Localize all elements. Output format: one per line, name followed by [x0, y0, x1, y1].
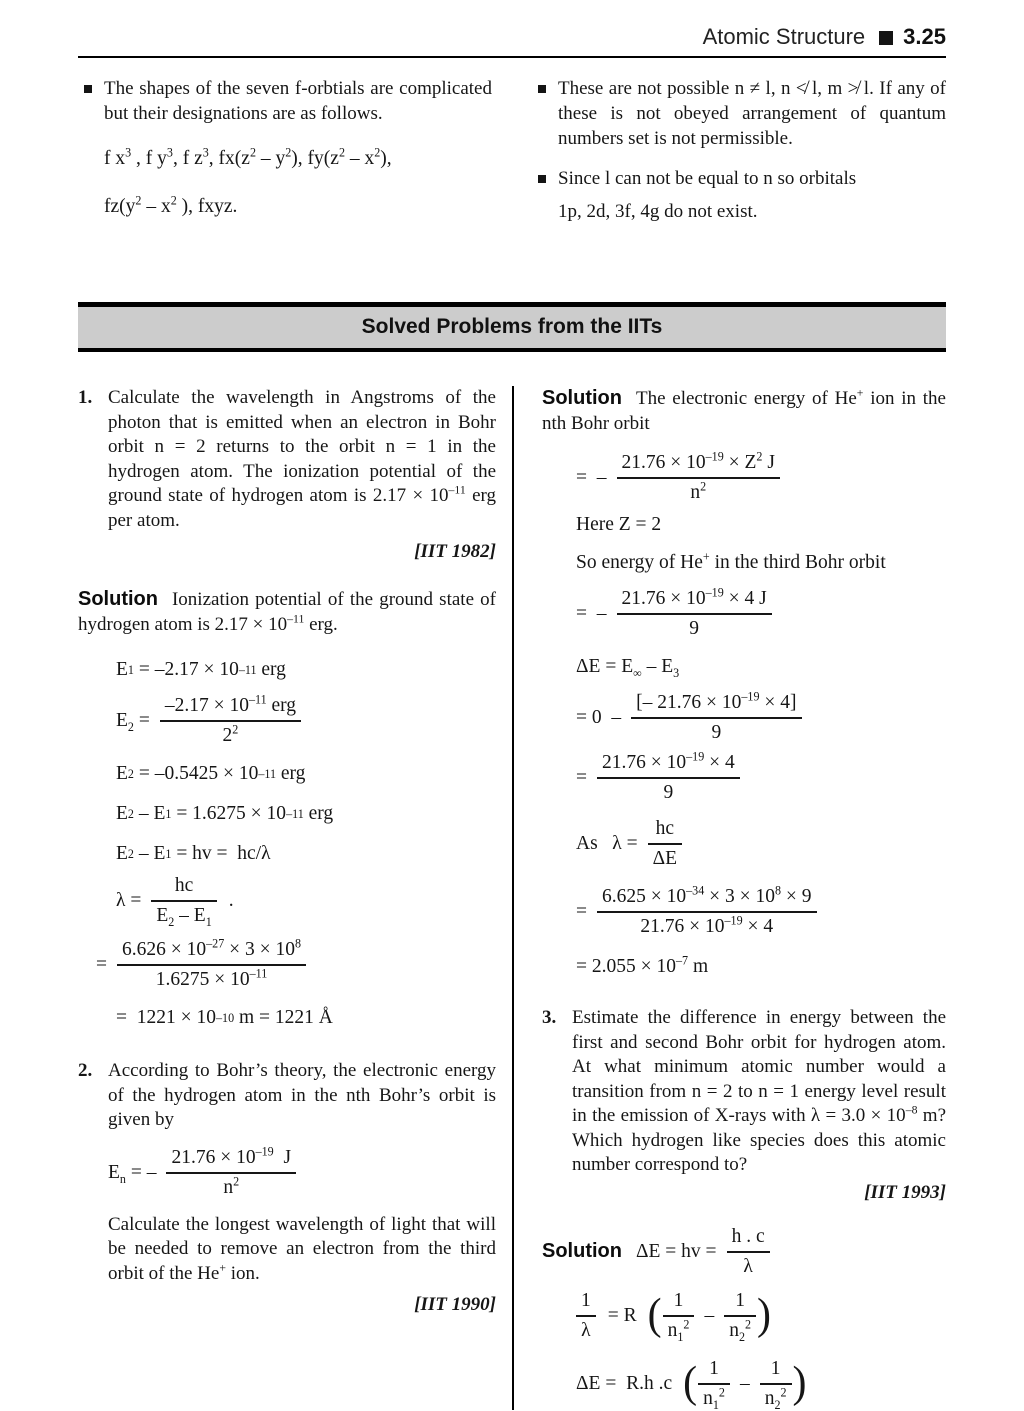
list-item	[532, 166, 946, 224]
problem-2	[78, 1059, 496, 1133]
section-banner	[78, 302, 946, 352]
banner-title: Solved Problems from the IITs	[361, 315, 663, 338]
problem-1	[78, 386, 496, 533]
problem-text: According to Bohr’s theory, the electronic energy of the hydrogen atom in the nth Bohr’s orbit is given by	[108, 1060, 496, 1130]
problem-number: 2.	[78, 1060, 93, 1081]
bullet-square-icon	[84, 85, 92, 93]
solution-line: So energy of He+ in the third Bohr orbit	[576, 549, 886, 573]
equation: = 0 – $\frac{[- 21.76 \times 10^{-19} \times 4]}{9}$	[576, 692, 946, 744]
fraction: $\frac{hc}{\Delta E}$	[648, 818, 682, 870]
bullet-square-icon	[538, 175, 546, 183]
left-column	[78, 386, 512, 1410]
solution-3: Solution ΔE = hv = $\frac{h . c}{\lambda}$	[542, 1226, 946, 1278]
orbital-formula-line: $fz(y^2 - x^2$ ), fxyz.	[104, 193, 238, 217]
bullet-square-icon	[538, 85, 546, 93]
solution-line: Here Z = 2	[576, 514, 662, 535]
solution-heading: Solution	[78, 588, 158, 610]
open-paren: (	[683, 1358, 698, 1407]
problem-number: 1.	[78, 387, 93, 408]
page-number: 3.25	[903, 24, 946, 49]
citation: [IIT 1990]	[414, 1294, 496, 1315]
open-paren: (	[647, 1290, 662, 1339]
equation: ΔE = R.h .c ( $\frac{1}{n_1^2}$ – $\frac{1}{n_2^2}$ )	[576, 1357, 807, 1411]
solution-intro: The electronic energy of He+ ion in the nth Bohr orbit	[542, 386, 946, 434]
problem-text: Calculate the wavelength in Angstroms of the photon that is emitted when an electron in Bohr orbit n = 2 returns to the orbit n = 1 in the hydrogen atom. The ionization potential of the ground state of hydrogen atom is $2.17 \times 10^{-11}$ erg per atom.	[108, 387, 496, 531]
square-marker-icon	[879, 31, 893, 45]
solution-2	[542, 386, 946, 436]
equation: = $\frac{6.626 \times 10^{-27} \times 3 \times 10^8}{1.6275 \times 10^{-11}}$	[96, 939, 496, 991]
problem-3	[542, 1006, 946, 1178]
page-header	[78, 24, 946, 56]
fraction: $\frac{21.76 \times 10^{-19} \times 4 J}{9}$	[617, 588, 772, 640]
equation: As λ = $\frac{hc}{\Delta E}$	[576, 818, 946, 870]
notes-left-column	[78, 76, 492, 224]
equation: λ = $\frac{hc}{E_2 - E_1}$ .	[116, 875, 234, 929]
solution-intro: Ionization potential of the ground state of hydrogen atom is $2.17 \times 10^{-11}$ erg.	[78, 589, 496, 635]
solved-problems-columns	[78, 386, 946, 1410]
fraction: $\frac{6.626 \times 10^{-27} \times 3 \times 10^8}{1.6275 \times 10^{-11}}$	[117, 939, 306, 991]
fraction: $\frac{21.76 \times 10^{-19} \times Z^2 J}{n^2}$	[617, 452, 780, 504]
equation: $E_2$ = $\frac{-2.17 \times 10^{-11} erg}{2^2}$	[116, 695, 496, 747]
equation: = $\frac{21.76 \times 10^{-19} \times 4}{9}$	[576, 752, 946, 804]
fraction: $\frac{1}{n_1^2}$	[698, 1358, 730, 1410]
notes-section	[78, 76, 946, 224]
equation: $\frac{1}{\lambda}$ = R ( $\frac{1}{n_1^2}$ – $\frac{1}{n_2^2}$ )	[576, 1290, 946, 1342]
citation: [IIT 1982]	[414, 541, 496, 562]
note-line: Since l can not be equal to n so orbitals	[558, 168, 857, 189]
right-column	[512, 386, 946, 1410]
fraction: $\frac{h . c}{\lambda}$	[727, 1226, 770, 1278]
equation: E 2 – E 1 = 1.6275 × 10 –11 erg	[116, 803, 334, 824]
list-item	[78, 76, 492, 126]
fraction: $\frac{1}{n_2^2}$	[724, 1290, 756, 1342]
equation: = – $\frac{21.76 \times 10^{-19} \times Z^2 J}{n^2}$	[576, 452, 946, 504]
fraction: $\frac{21.76 \times 10^{-19} J}{n^2}$	[166, 1147, 296, 1199]
solution-heading: Solution	[542, 1240, 622, 1262]
equation: = $\frac{6.625 \times 10^{-34} \times 3 \times 10^8 \times 9}{21.76 \times 10^{-19} \times 4}$	[576, 886, 946, 938]
citation: [IIT 1993]	[864, 1181, 946, 1203]
header-rule	[78, 56, 946, 58]
list-item	[532, 76, 946, 151]
fraction: $\frac{6.625 \times 10^{-34} \times 3 \times 10^8 \times 9}{21.76 \times 10^{-19} \times 4}$	[597, 886, 817, 938]
fraction: $\frac{1}{\lambda}$	[576, 1290, 596, 1342]
fraction: $\frac{1}{n_1^2}$	[663, 1290, 695, 1342]
note-text	[558, 166, 856, 224]
solution-heading: Solution	[542, 387, 622, 409]
solution-line: $\Delta E = E_\infty - E_3$	[576, 656, 680, 680]
close-paren: )	[757, 1290, 772, 1339]
fraction: $\frac{[- 21.76 \times 10^{-19} \times 4]}{9}$	[631, 692, 801, 744]
close-paren: )	[792, 1358, 807, 1407]
orbital-formula-line: f $x^3$ , f $y^3$, f $z^3$, $fx(z^2 - y^2)$, $fy(z^2 - x^2)$,	[104, 145, 392, 169]
solution-1	[78, 587, 496, 637]
note-text: The shapes of the seven f-orbtials are complicated but their designations are as follows.	[104, 78, 492, 124]
equation: E 1 = –2.17 × 10 –11 erg	[116, 659, 286, 680]
notes-right-column	[532, 76, 946, 224]
solution-line: = $2.055 \times 10^{-7}$ m	[576, 953, 709, 977]
fraction: $\frac{hc}{E_2 - E_1}$	[151, 875, 216, 927]
equation: $E_n$ = – $\frac{21.76 \times 10^{-19} J}{n^2}$	[108, 1147, 496, 1199]
fraction: $\frac{-2.17 \times 10^{-11} erg}{2^2}$	[160, 695, 301, 747]
equation: E 2 – E 1 = hv = hc/λ	[116, 843, 271, 864]
problem-text: Estimate the difference in energy between the first and second Bohr orbit for hydrogen atom. At what minimum atomic number would a transition from n = 2 to n = 1 energy level result in the emission of X-rays with $\lambda = 3.0 \times 10^{-8}$ m? Which hydrogen like species does this atomic number correspond to?	[572, 1007, 947, 1175]
chapter-title: Atomic Structure	[702, 24, 866, 49]
fraction: $\frac{1}{n_2^2}$	[760, 1358, 792, 1410]
fraction: $\frac{21.76 \times 10^{-19} \times 4}{9}$	[597, 752, 740, 804]
note-line: 1p, 2d, 3f, 4g do not exist.	[558, 201, 758, 222]
problem-text-continued: Calculate the longest wavelength of light that will be needed to remove an electron from the third orbit of the He+ ion.	[108, 1213, 496, 1284]
note-text: These are not possible n ≠ l, n ≮ l, m ≯ l. If any of these is not obeyed arrangement of quantum numbers set is not permissible.	[558, 78, 946, 149]
equation: = – $\frac{21.76 \times 10^{-19} \times 4 J}{9}$	[576, 588, 946, 640]
equation: = 1221 × 10 –10 m = 1221 Å	[116, 1007, 333, 1028]
equation: E 2 = –0.5425 × 10 –11 erg	[116, 763, 306, 784]
problem-number: 3.	[542, 1007, 557, 1028]
